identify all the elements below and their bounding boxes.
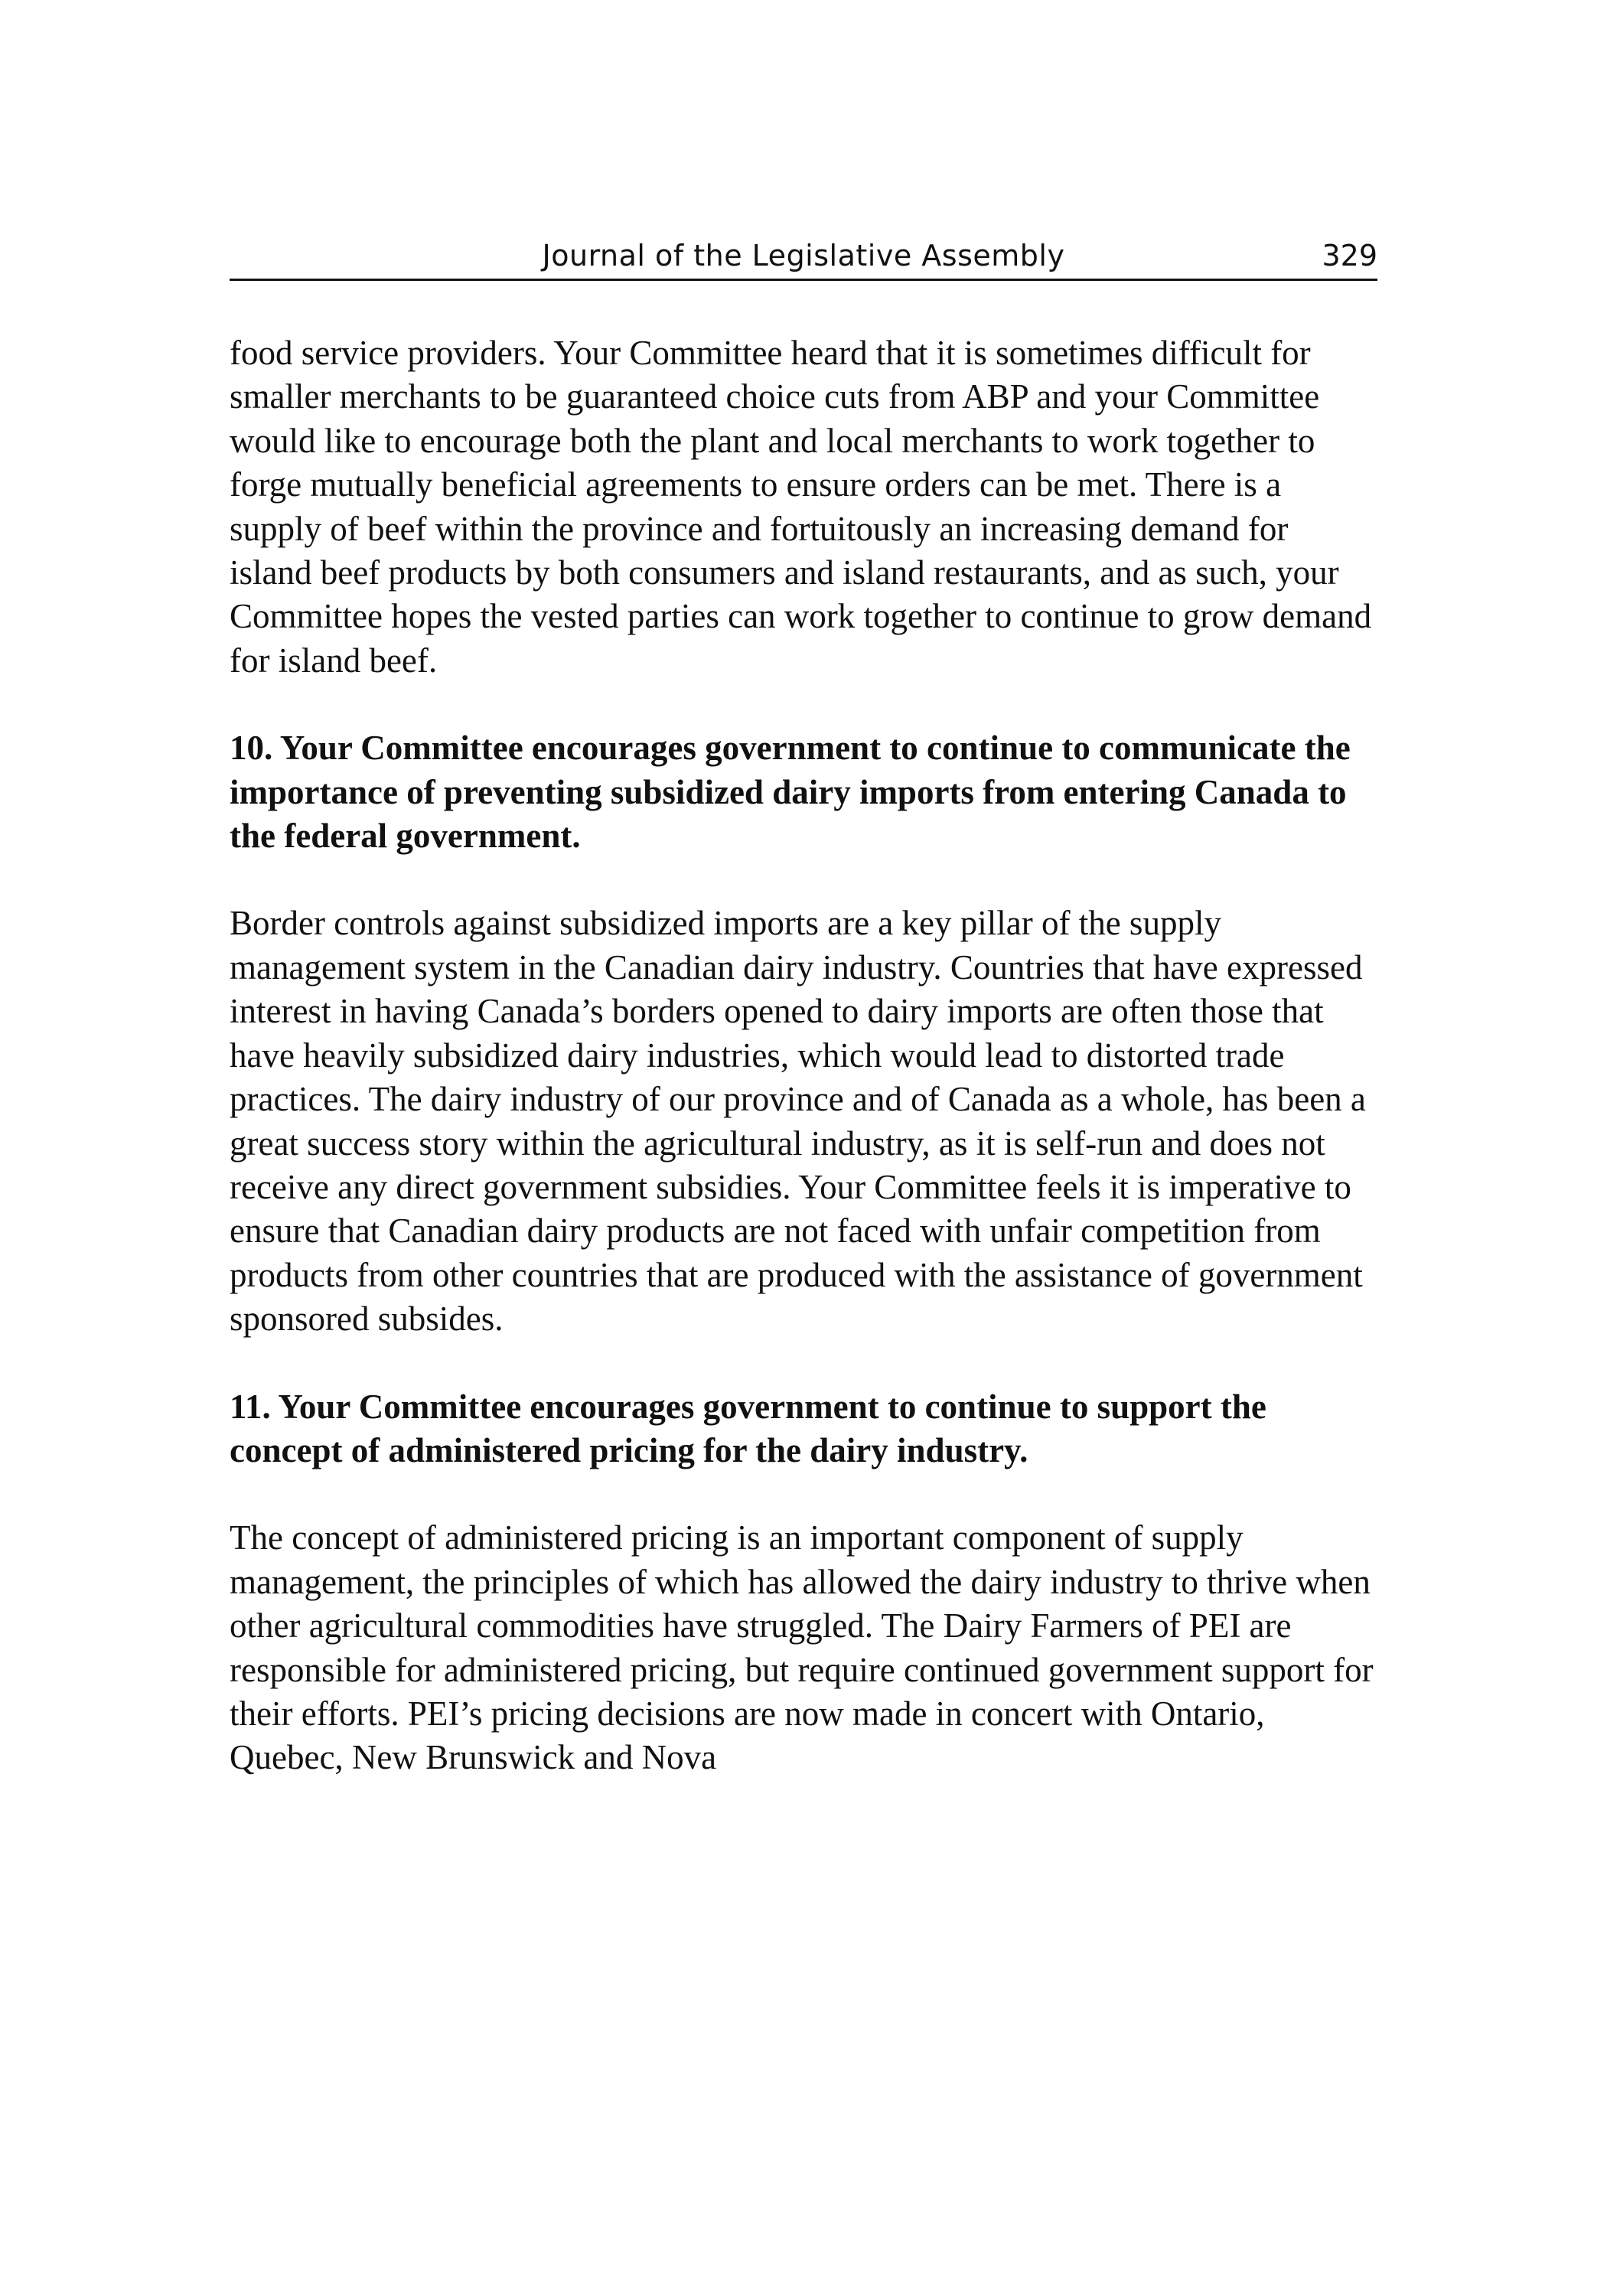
page-number: 329 <box>1322 239 1377 272</box>
recommendation-11-heading: 11. Your Committee encourages government to continue to support the concept of administered pricing for the dairy industry. <box>230 1387 1266 1469</box>
journal-title: Journal of the Legislative Assembly <box>542 239 1065 272</box>
paragraph-border-controls: Border controls against subsidized imports are a key pillar of the supply management system in the Canadian dairy industry. Countries that have expressed interest in having Canada’s borders opened to dairy imports are often those that have heavily subsidized dairy industries, which would lead to distorted trade practices. The dairy industry of our province and of Canada as a whole, has been a great success story within the agricultural industry, as it is self-run and does not receive any direct government subsidies. Your Committee feels it is imperative to ensure that Canadian dairy products are not faced with unfair competition from products from other countries that are produced with the assistance of government sponsored subsides. <box>230 904 1366 1339</box>
recommendation-10-heading: 10. Your Committee encourages government to continue to communicate the importance of preventing subsidized dairy imports from entering Canada to the federal government. <box>230 729 1351 856</box>
document-page <box>230 230 1377 1780</box>
paragraph-administered-pricing: The concept of administered pricing is an important component of supply management, the principles of which has allowed the dairy industry to thrive when other agricultural commodities have struggled. The Dairy Farmers of PEI are responsible for administered pricing, but require continued government support for their efforts. PEI’s pricing decisions are now made in concert with Ontario, Quebec, New Brunswick and Nova <box>230 1518 1374 1777</box>
paragraph-beef-demand: food service providers. Your Committee heard that it is sometimes difficult for smaller merchants to be guaranteed choice cuts from ABP and your Committee would like to encourage both the plant and local merchants to work together to forge mutually beneficial agreements to ensure orders can be met. There is a supply of beef within the province and fortuitously an increasing demand for island beef products by both consumers and island restaurants, and as such, your Committee hopes the vested parties can work together to continue to grow demand for island beef. <box>230 334 1372 680</box>
running-header <box>230 230 1377 281</box>
body-text <box>230 331 1377 1780</box>
